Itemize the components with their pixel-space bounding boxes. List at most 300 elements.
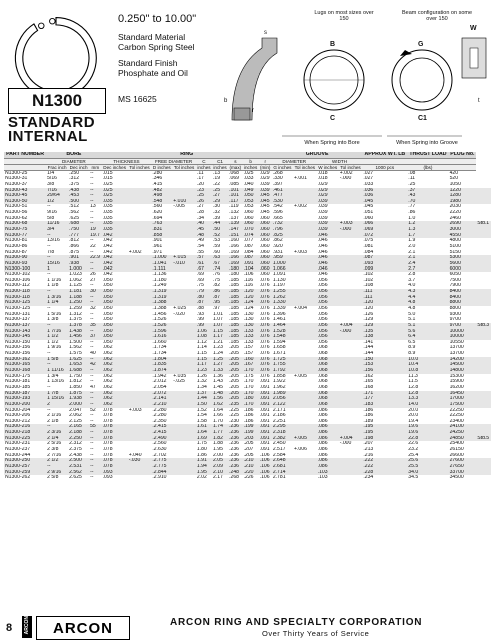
table-cell: 1.653 (68, 362, 89, 368)
table-cell: .076 (259, 339, 270, 345)
table-cell: .11 (408, 176, 415, 182)
table-cell: 1.37 (196, 391, 212, 397)
table-cell: .050 (102, 317, 113, 323)
table-cell: N1300-62 (5, 215, 28, 221)
table-cell: 2 3/16 (46, 430, 68, 436)
caption-groove: When Spring into Groove (396, 140, 458, 146)
table-cell: .185 (228, 295, 242, 301)
table-cell: 1.45 (213, 384, 223, 390)
table-cell: 1.000 (272, 261, 293, 267)
table-cell: .060 (259, 243, 270, 249)
table-cell: 1 3/8 (47, 317, 59, 323)
material-line2: Carbon Spring Steel (118, 42, 195, 52)
table-cell: 23400 (449, 418, 464, 424)
table-cell: N1300-87 (5, 249, 28, 255)
dimensions-table (4, 152, 491, 481)
table-cell: N1300-81 (5, 238, 28, 244)
table-cell: 4.8 (408, 305, 416, 311)
table-cell: 22.6 (408, 441, 419, 447)
table-cell: 2.714 (272, 470, 293, 476)
table-cell: .2.210 (151, 402, 172, 408)
table-cell: 1.44 (196, 396, 212, 402)
table-cell: -- (90, 238, 94, 244)
table-cell: .40 (196, 221, 212, 227)
table-cell: 1.688 (68, 368, 89, 374)
table-cell: .482 (151, 188, 172, 194)
table-cell: 2.295 (272, 424, 293, 430)
table-cell: .477 (272, 193, 293, 199)
table-cell: .160 (243, 357, 259, 363)
table-cell: 19 (89, 227, 102, 233)
table-cell: .062 (102, 362, 128, 368)
table-cell: .189 (363, 418, 374, 424)
table-cell: -- (89, 396, 102, 402)
table-cell: .560 (152, 204, 163, 210)
table-cell: 35 (89, 323, 102, 329)
table-cell: .111 (362, 289, 407, 295)
table-cell: .062 (102, 402, 128, 408)
table-cell: .280 (152, 170, 163, 176)
table-cell: -- (89, 402, 102, 408)
th-unit-4: Dec inches (103, 164, 127, 170)
table-cell: .129 (362, 323, 407, 329)
table-cell: 2.125 (69, 418, 82, 424)
table-cell: N1300-90 (4, 255, 46, 261)
table-cell: .205 (229, 384, 240, 390)
table-cell: .033 (363, 181, 374, 187)
table-cell: .042 (102, 233, 128, 239)
table-cell: .056 (317, 329, 339, 335)
table-cell: 1.989 (272, 391, 293, 397)
th-sub-b: b (243, 158, 259, 164)
table-cell: -- (90, 379, 94, 385)
table-cell: .087 (362, 255, 407, 261)
table-cell: 1.32 (196, 379, 207, 385)
label-s: s (264, 30, 267, 36)
table-cell: .076 (259, 305, 270, 311)
table-cell: 1/4 (47, 170, 55, 176)
table-cell: 1.528 (272, 329, 293, 335)
table-cell: .076 (259, 323, 272, 329)
table-cell: 26600 (449, 452, 464, 458)
table-cell: 11.5 (408, 379, 418, 385)
table-cell: .312 (69, 176, 80, 182)
table-cell: .046 (317, 266, 339, 272)
table-cell: .060 (243, 221, 259, 227)
table-cell: 22.8 (407, 436, 448, 442)
th-unit-18: (lbs) (407, 164, 448, 170)
table-cell: .129 (363, 317, 374, 323)
table-cell: .130 (243, 317, 254, 323)
table-cell: -- (90, 311, 94, 317)
table-cell: .103 (317, 475, 328, 481)
th-weight: APPROX WT. LB (362, 152, 407, 158)
table-cell: .1.041 (151, 261, 172, 267)
table-cell: .068 (317, 396, 339, 402)
table-cell: .75 (213, 277, 221, 283)
table-cell: .220 (243, 470, 259, 476)
table-cell: .039 (317, 215, 328, 221)
table-cell: .205 (243, 441, 254, 447)
table-cell: .177 (362, 396, 407, 402)
table-cell: -- (89, 221, 102, 227)
table-cell: .068 (317, 357, 339, 363)
table-cell: .076 (259, 334, 272, 340)
table-cell: .046 (317, 261, 339, 267)
table-cell: .124 (243, 300, 259, 306)
table-cell: 24850 (449, 436, 477, 442)
table-cell: 17000 (449, 396, 477, 402)
table-cell: 2.438 (69, 452, 82, 458)
table-cell: 1.80 (196, 446, 207, 452)
table-cell: 6.4 (407, 334, 448, 340)
table-cell: 3000 (449, 227, 477, 233)
table-cell: 1.14 (196, 345, 207, 351)
table-cell: 1.01 (213, 311, 223, 317)
table-cell: .101 (228, 193, 242, 199)
table-cell: .091 (243, 261, 259, 267)
table-cell: N1300-118 (4, 289, 46, 295)
table-cell: .185 (229, 339, 240, 345)
table-cell: .185 (229, 305, 240, 311)
table-cell: .144 (363, 345, 374, 351)
table-cell: .185 (229, 317, 240, 323)
table-cell: .036 (362, 188, 407, 194)
table-cell: .205 (228, 357, 242, 363)
table-cell: -- (46, 233, 68, 239)
table-cell: 1.17 (212, 334, 228, 340)
table-cell: .186 (243, 407, 254, 413)
table-cell: .056 (317, 295, 339, 301)
table-cell: .035 (102, 215, 113, 221)
arcon-logo (36, 616, 130, 640)
table-cell: -- (90, 441, 94, 447)
table-cell: .093 (102, 475, 113, 481)
table-cell: 55 (89, 424, 102, 430)
table-cell: .166 (229, 243, 240, 249)
table-cell: 1 5/16 (47, 311, 62, 317)
table-cell: N1300-262 (5, 475, 31, 481)
table-cell: 4.3 (407, 289, 448, 295)
table-body (4, 170, 491, 481)
table-cell: -- (89, 295, 102, 301)
table-cell: 4.4 (407, 295, 448, 301)
table-cell: .086 (317, 430, 339, 436)
table-cell: 1.33 (212, 368, 228, 374)
table-cell: .226 (243, 475, 254, 481)
table-cell: .185 (228, 289, 242, 295)
spec-block (118, 14, 196, 78)
table-cell: .050 (102, 334, 128, 340)
table-cell: .053 (243, 204, 254, 210)
table-cell: 1.750 (69, 373, 82, 379)
table-cell: 1.062 (69, 277, 82, 283)
table-cell: .120 (243, 295, 259, 301)
table-cell: .37 (407, 188, 448, 194)
table-cell: 1 7/16 (46, 329, 68, 335)
table-cell: +.002 (339, 170, 353, 176)
table-cell: N1300-143 (4, 329, 46, 335)
caption-bore: When Spring into Bore (304, 140, 360, 146)
table-cell: .086 (317, 413, 328, 419)
table-cell: N1300-231 (5, 441, 31, 447)
th-unit-17: 1000 pcs (362, 164, 407, 170)
table-cell: .222 (362, 464, 407, 470)
table-cell: .74 (212, 266, 228, 272)
table-cell: N1300-102 (5, 272, 31, 278)
table-cell: .102 (363, 277, 374, 283)
table-cell: .078 (102, 413, 113, 419)
table-cell: .236 (228, 464, 242, 470)
table-cell: 1.0 (408, 215, 416, 221)
table-cell: 14200 (449, 357, 477, 363)
table-cell: .045 (259, 204, 270, 210)
table-cell: N1300-145 (4, 334, 46, 340)
table-cell: 2 5/16 (47, 441, 62, 447)
table-cell: .137 (229, 215, 240, 221)
table-cell: 2.186 (272, 413, 286, 419)
table-cell (172, 475, 196, 481)
table-cell: 2.648 (272, 458, 293, 464)
table-cell: 2.4 (407, 261, 448, 267)
table-cell: 1.2 (407, 221, 448, 227)
table-cell: .512 (69, 204, 80, 210)
table-cell: 33700 (449, 470, 477, 476)
table-cell: .053 (243, 199, 259, 205)
table-cell: .216 (363, 452, 374, 458)
th-unit-15: W inches (318, 164, 338, 170)
table-cell: 1.438 (68, 329, 89, 335)
th-sub-width: WIDTH (317, 158, 363, 164)
table-cell: .086 (317, 441, 328, 447)
table-cell: .085 (229, 181, 240, 187)
table-cell: 5.0 (408, 311, 416, 317)
table-cell: 17500 (449, 402, 477, 408)
table-cell: .97 (213, 305, 221, 311)
th-unit-9: inches (213, 164, 227, 170)
table-cell: .070 (243, 227, 259, 233)
table-cell: 26 (90, 272, 96, 278)
table-cell: 2 1/2 (46, 458, 68, 464)
table-cell: .22 (213, 181, 221, 187)
table-cell: -- (90, 317, 94, 323)
table-cell: .027 (363, 170, 374, 176)
table-cell: .045 (362, 199, 407, 205)
table-cell: .029 (259, 176, 270, 182)
table-cell: 1.23 (196, 368, 212, 374)
table-cell: .1.000 (151, 255, 172, 261)
table-cell: .170 (243, 368, 259, 374)
table-cell: .039 (317, 204, 328, 210)
th-unit-11: inches (243, 164, 258, 170)
label-w: W (470, 25, 477, 32)
table-cell: -.005 (173, 204, 185, 210)
table-cell: .205 (229, 351, 240, 357)
table-cell: -- (47, 204, 51, 210)
table-cell: N1300-257 (4, 464, 46, 470)
table-cell: -- (90, 210, 94, 216)
table-cell: 2690 (449, 221, 477, 227)
table-cell: -- (89, 266, 102, 272)
table-cell: .25 (212, 188, 228, 194)
table-cell: .866 (69, 243, 80, 249)
table-cell: .060 (259, 249, 270, 255)
table-cell: .213 (363, 446, 374, 452)
table-cell: 27 (90, 277, 96, 283)
table-cell (293, 475, 317, 481)
table-cell: 1.130 (272, 277, 286, 283)
table-cell: 10.8 (407, 368, 448, 374)
table-cell: .062 (102, 357, 128, 363)
table-cell: 1 1/8 (47, 283, 59, 289)
table-cell: .185 (228, 300, 242, 306)
table-cell: 1.548 (272, 334, 293, 340)
table-cell: .060 (259, 272, 270, 278)
table-cell: 2.450 (272, 441, 286, 447)
table-cell: .076 (259, 362, 272, 368)
table-cell: .062 (102, 384, 113, 390)
table-cell: .180 (229, 272, 240, 278)
table-cell: 9300 (449, 311, 461, 317)
table-cell: .86 (408, 210, 416, 216)
table-cell: .236 (228, 458, 242, 464)
table-cell: 1.464 (272, 323, 293, 329)
table-cell: .207 (243, 446, 254, 452)
table-cell: 2.188 (68, 430, 89, 436)
table-cell (128, 475, 152, 481)
table-cell: .63 (212, 255, 228, 261)
table-cell: -- (47, 384, 51, 390)
table-cell: N1300-45 (4, 193, 46, 199)
table-cell: .091 (259, 402, 272, 408)
table-cell: .77 (408, 204, 416, 210)
table-cell: .036 (362, 193, 407, 199)
table-cell: .1.596 (151, 329, 172, 335)
table-cell: .55 (196, 249, 204, 255)
table-cell: .498 (151, 193, 172, 199)
table-cell: .210 (243, 464, 259, 470)
table-cell: 4.0 (408, 283, 416, 289)
table-cell: 4.8 (407, 300, 448, 306)
table-cell: .050 (102, 305, 113, 311)
table-cell: 2.531 (68, 464, 89, 470)
table-cell: .763 (151, 221, 172, 227)
table-cell: .147 (228, 227, 242, 233)
th-ring: RING (102, 152, 272, 158)
table-cell: 22250 (449, 413, 464, 419)
table-cell: -- (46, 424, 68, 430)
table-cell: .86 (212, 289, 228, 295)
table-cell: N1300-93 (4, 261, 46, 267)
table-cell: 10.4 (407, 362, 448, 368)
table-cell: 1 1/2 (47, 339, 59, 345)
table-cell: .157 (243, 345, 254, 351)
table-cell: N1300-165 (4, 362, 46, 368)
th-plug: PLUG No. (450, 152, 475, 157)
table-cell: .117 (228, 199, 242, 205)
table-cell: 1.755 (272, 362, 293, 368)
table-cell: N1300-168 (4, 368, 46, 374)
table-cell: .1.660 (152, 339, 167, 345)
table-cell: 1.7 (407, 233, 448, 239)
label-r: r (252, 108, 254, 114)
table-cell: +.002 (294, 204, 307, 210)
table-cell: .210 (243, 458, 259, 464)
size-range: 0.250" to 10.00" (118, 13, 197, 25)
table-cell: 25.5 (407, 464, 448, 470)
table-cell: .056 (317, 323, 339, 329)
table-cell: 1.66 (213, 413, 223, 419)
table-cell: .236 (228, 436, 242, 442)
table-cell: .086 (317, 407, 328, 413)
table-cell: -- (89, 436, 102, 442)
table-cell: .072 (362, 233, 407, 239)
table-cell: 1.197 (272, 283, 286, 289)
table-cell: .13 (213, 170, 221, 176)
th-unit-6: D inches (152, 164, 171, 170)
table-cell: .056 (317, 334, 339, 340)
table-cell: .268 (272, 170, 283, 176)
table-cell: 2.05 (212, 458, 228, 464)
table-cell: .207 (363, 441, 374, 447)
table-cell: .1.388 (152, 305, 167, 311)
table-cell: .195 (362, 430, 407, 436)
table-cell: .050 (102, 311, 113, 317)
table-cell: .183 (362, 402, 407, 408)
table-cell: 2.1 (407, 255, 448, 261)
table-cell: .346 (152, 176, 163, 182)
table-cell: .99 (196, 323, 212, 329)
table-cell: .106 (259, 452, 270, 458)
table-cell: .050 (102, 289, 128, 295)
table-cell: -- (46, 464, 68, 470)
table-cell: 5100 (449, 243, 461, 249)
ring-type-line2: INTERNAL (8, 128, 88, 145)
table-cell: .195 (362, 424, 407, 430)
table-cell: 1.58 (196, 418, 207, 424)
table-cell: -- (90, 446, 94, 452)
table-cell: -.010 (172, 261, 196, 267)
table-cell: .48 (196, 233, 212, 239)
table-cell: 13700 (449, 351, 464, 357)
table-cell: .068 (229, 170, 240, 176)
table-cell: .078 (102, 446, 113, 452)
table-cell: +.004 (339, 436, 363, 442)
table-cell: 8800 (449, 300, 477, 306)
table-cell: 10000 (449, 329, 477, 335)
table-cell: .133 (243, 339, 254, 345)
table-cell: 2.047 (69, 407, 82, 413)
table-cell: .920 (272, 243, 283, 249)
table-cell: .27 (196, 204, 204, 210)
table-cell: 1.378 (68, 323, 89, 329)
table-cell: 3.7 (408, 277, 416, 283)
table-cell: .99 (196, 317, 204, 323)
table-cell: +.005 (294, 373, 307, 379)
table-cell: .086 (317, 424, 339, 430)
table-cell: N1300-212 (5, 418, 31, 424)
table-cell: .056 (317, 317, 328, 323)
table-cell: .116 (243, 277, 254, 283)
table-cell: 20.0 (408, 413, 419, 419)
table-cell: .2.012 (152, 379, 167, 385)
table-cell: .120 (243, 289, 259, 295)
th-unit-5: Tol inches (129, 164, 150, 170)
table-cell: -- (90, 339, 94, 345)
table-cell: .2.072 (151, 391, 172, 397)
table-cell: .205 (228, 391, 242, 397)
table-cell: .029 (317, 193, 339, 199)
